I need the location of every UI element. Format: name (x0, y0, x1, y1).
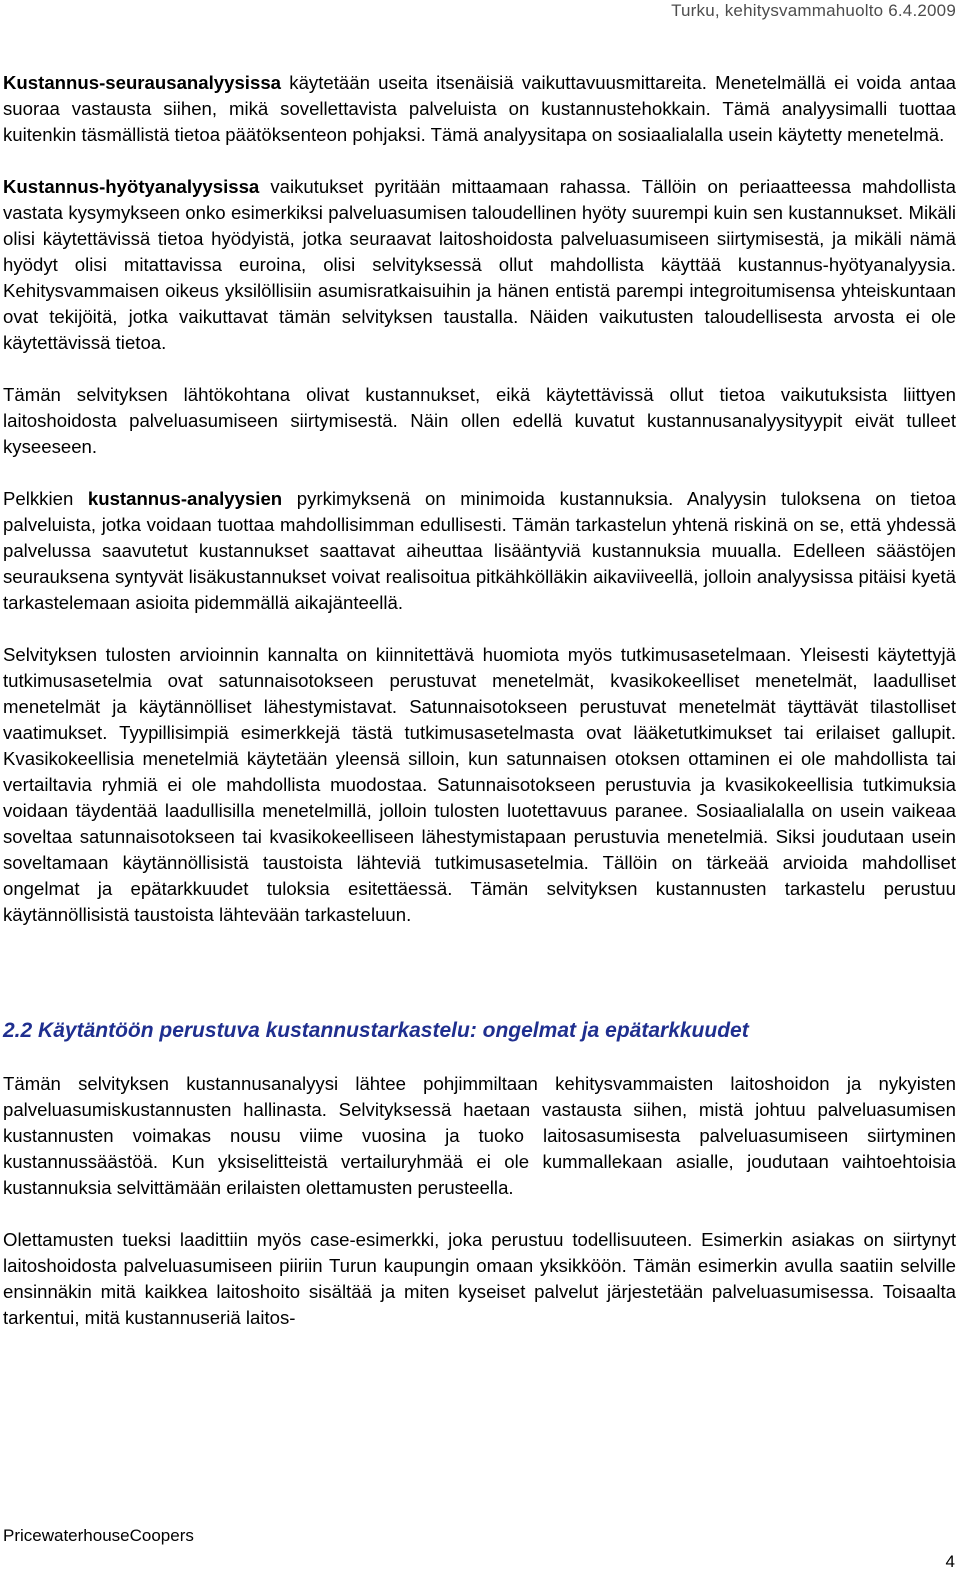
section-paragraph: Olettamusten tueksi laadittiin myös case-esimerkki, joka perustuu todellisuuteen. Esimerkin asiakas on siirtynyt laitoshoidosta palveluasumiseen piiriin Turun kaupungin omaan yksikköön. Tämän esimerkin avulla saatiin selville ensinnäkin mitä kaikkea laitoshoito sisältää ja miten kyseiset palvelut järjestetään palveluasumisessa. Toisaalta tarkentui, mitä kustannuseriä laitos- (3, 1229, 956, 1328)
paragraph-cost-analysis (3, 486, 956, 616)
paragraph-text: pyrkimyksenä on minimoida kustannuksia. Analyysin tuloksena on tietoa palveluista, jotka voidaan tuottaa mahdollisimman edullisesti. Tämän tarkastelun yhtenä riskinä on se, että yhdessä palvelussa saavutetut kustannukset saattavat aiheuttaa lisääntyviä kustannuksia muualla. Edelleen säästöjen seurauksena syntyvät lisäkustannukset voivat realisoitua pitkähkölläkin aikaviiveellä, jolloin analyysissa pitäisi kyetä tarkastelemaan asioita pidemmällä aikajänteellä. (3, 488, 956, 613)
document-body (3, 70, 956, 1331)
page-number: 4 (945, 1552, 955, 1571)
page-header: Turku, kehitysvammahuolto 6.4.2009 (671, 1, 956, 20)
term-bold: Kustannus-seurausanalyysissa (3, 72, 281, 93)
term-bold: kustannus-analyysien (87, 488, 283, 509)
paragraph-text: Selvityksen tulosten arvioinnin kannalta on kiinnitettävä huomiota myös tutkimusasetelmaan. Yleisesti käytettyjä tutkimusasetelmia ovat satunnaisotokseen perustuvat menetelmät, kvasikokeelliset menetelmät, laadulliset menetelmät ja käytännölliset lähestymistavat. Satunnaisotokseen perustuvat menetelmät täyttävät tilastolliset vaatimukset. Tyypillisimpiä esimerkkejä tästä tutkimusasetelmasta ovat lääketutkimukset tai erilaiset gallupit. Kvasikokeellisia menetelmiä käytetään yleensä silloin, kun satunnaisen otoksen ottaminen ei ole mahdollista tai vertailtavia ryhmiä ei ole mahdollista muodostaa. Satunnaisotokseen perustuvia ja kvasikokeellisia tutkimuksia voidaan täydentää laadullisilla menetelmillä, jolloin tulosten luotettavuus paranee. Sosiaalialalla on usein vaikeaa soveltaa satunnaisotokseen tai kvasikokeelliseen lähestymistapaan perustuvia menetelmiä. Siksi joudutaan usein soveltamaan käytännöllisistä taustoista lähteviä tutkimusasetelmia. Tällöin on tärkeää arvioida mahdolliset ongelmat ja epätarkkuudet tuloksia esitettäessä. Tämän selvityksen kustannusten tarkastelu perustuu käytännöllisistä taustoista lähtevään tarkasteluun. (3, 644, 956, 925)
paragraph-starting-point (3, 382, 956, 460)
section-title: Käytäntöön perustuva kustannustarkastelu: ongelmat ja epätarkkuudet (38, 1019, 749, 1042)
term-bold: Kustannus-hyötyanalyysissa (3, 176, 260, 197)
footer-company: PricewaterhouseCoopers (3, 1526, 194, 1545)
paragraph-text: käytetään useita itsenäisiä vaikuttavuusmittareita. Menetelmällä ei voida antaa suoraa vastausta siihen, mikä sovellettavista palveluista on kustannustehokkain. Tämä analyysimalli tuottaa kuitenkin täsmällistä tietoa päätöksenteon pohjaksi. Tämä analyysitapa on sosiaalialalla usein käytetty menetelmä. (3, 72, 956, 145)
paragraph-cost-consequence (3, 70, 956, 148)
paragraph-pre: Pelkkien (3, 488, 88, 509)
paragraph-text: Tämän selvityksen lähtökohtana olivat kustannukset, eikä käytettävissä ollut tietoa vaikutuksista liittyen laitoshoidosta palveluasumiseen siirtymisestä. Näin ollen edellä kuvatut kustannusanalyysityypit eivät tulleet kyseeseen. (3, 384, 956, 457)
paragraph-cost-benefit (3, 174, 956, 356)
paragraph-research-design (3, 642, 956, 928)
section-heading (3, 1017, 956, 1045)
section-number: 2.2 (3, 1019, 33, 1042)
paragraph-text: vaikutukset pyritään mittaamaan rahassa. Tällöin on periaatteessa mahdollista vastata kysymykseen onko esimerkiksi palveluasumisen taloudellinen hyöty suurempi kuin sen kustannukset. Mikäli olisi käytettävissä tietoa hyödyistä, jotka seuraavat laitoshoidosta palveluasumiseen siirtymisestä, ja mikäli nämä hyödyt olisi mitattavissa euroina, olisi selvityksessä ollut mahdollista käyttää kustannus-hyötyanalyysia. Kehitysvammaisen oikeus yksilöllisiin asumisratkaisuihin ja hänen entistä parempi integroitumisensa yhteiskuntaan ovat tekijöitä, jotka vaikuttavat tämän selvityksen taustalla. Näiden vaikutusten taloudellisesta arvosta ei ole käytettävissä tietoa. (3, 176, 956, 353)
section-paragraph: Tämän selvityksen kustannusanalyysi lähtee pohjimmiltaan kehitysvammaisten laitoshoidon ja nykyisten palveluasumiskustannusten hallinasta. Selvityksessä haetaan vastausta siihen, mistä johtuu palveluasumisen kustannusten voimakas nousu viime vuosina ja tuoko laitosasumisesta palveluasumiseen siirtyminen kustannussäästöä. Kun yksiselitteistä vertailuryhmää ei ole kummallekaan asialle, joudutaan vaihtoehtoisia kustannuksia selvittämään erilaisten olettamusten perusteella. (3, 1073, 956, 1198)
